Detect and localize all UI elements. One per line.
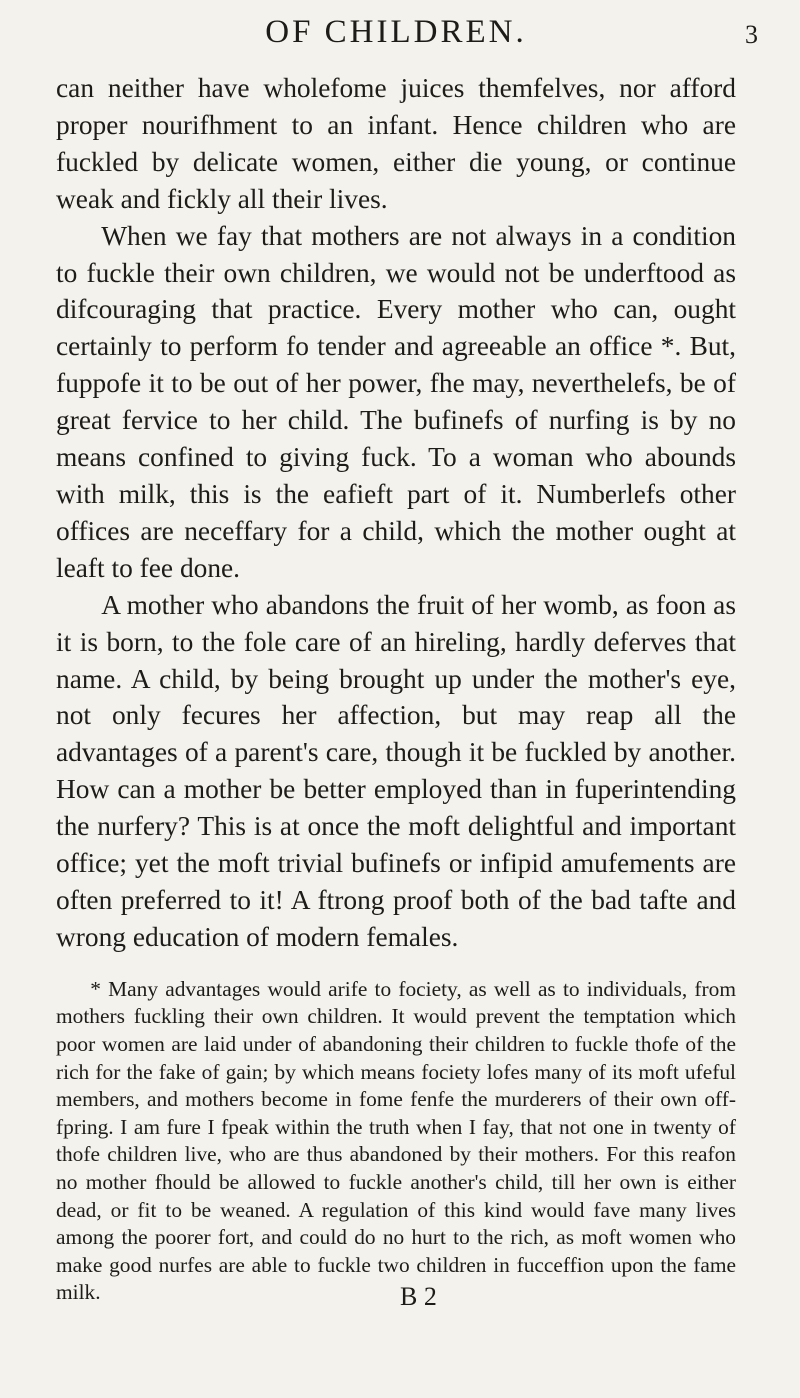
footnote-text: * Many advantages would arife to fociety, as well as to individuals, from mothers fuckling their own children. It would prevent the temptation which poor women are laid under of abandoning their children to fuckle thofe of the rich for the fake of gain; by which means fociety lofes many of its moft ufeful members, and mothers become in fome fenfe the murderers of their own off-fpring. I am fure I fpeak within the truth when I fay, that not one in twenty of thofe children live, who are thus abandoned by their mothers. For this reafon no mother fhould be allowed to fuckle another's child, till her own is either dead, or fit to be weaned. A regulation of this kind would fave many lives among the poorer fort, and could do no hurt to the rich, as moft women who make good nurfes are able to fuckle two children in fucceffion upon the fame milk. bbox=[56, 976, 736, 1305]
page-header bbox=[56, 0, 758, 70]
signature-mark: B 2 bbox=[400, 1282, 437, 1311]
paragraph: can neither have wholefome juices themfelves, nor afford proper nourifhment to an infant. Hence children who are fuckled by delicate women, either die young, or continue weak and fickly all their lives. bbox=[56, 73, 736, 214]
body-text bbox=[56, 70, 736, 956]
paragraph: A mother who abandons the fruit of her womb, as foon as it is born, to the fole care of an hireling, hardly deferves that name. A child, by being brought up under the mother's eye, not only fecures her affection, but may reap all the advantages of a parent's care, though it be fuckled by another. How can a mother be better employed than in fuperintending the nurfery? This is at once the moft delightful and important office; yet the moft trivial bufinefs or infipid amufements are often preferred to it! A ftrong proof both of the bad tafte and wrong education of modern females. bbox=[56, 589, 736, 952]
footnote bbox=[56, 976, 736, 1307]
page-number: 3 bbox=[745, 20, 758, 49]
running-title: OF CHILDREN. bbox=[265, 14, 527, 50]
paragraph: When we fay that mothers are not always in a condition to fuckle their own children, we would not be underftood as difcouraging that practice. Every mother who can, ought certainly to perform fo tender and agreeable an office *. But, fuppofe it to be out of her power, fhe may, neverthelefs, be of great fervice to her child. The bufinefs of nurfing is by no means confined to giving fuck. To a woman who abounds with milk, this is the eafieft part of it. Numberlefs other offices are neceffary for a child, which the mother ought at leaft to fee done. bbox=[56, 220, 736, 583]
